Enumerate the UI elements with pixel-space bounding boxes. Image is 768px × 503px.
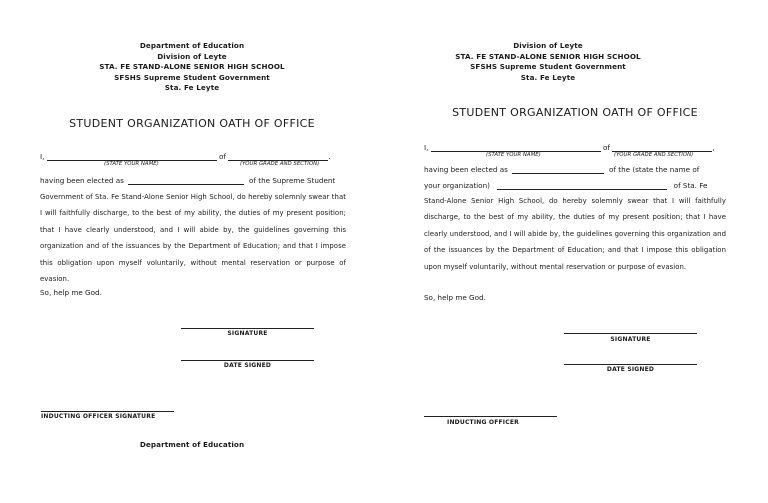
right-date-label: DATE SIGNED — [606, 366, 655, 373]
left-title: STUDENT ORGANIZATION OATH OF OFFICE — [69, 117, 315, 130]
header-line: Division of Leyte — [157, 51, 227, 61]
oath-i-label: I, — [40, 152, 45, 161]
position-blank[interactable] — [512, 173, 604, 174]
oath-end-mark: . — [328, 152, 331, 161]
org-prefix: your organization) — [424, 181, 490, 190]
right-header — [448, 41, 648, 83]
grade-hint: (YOUR GRADE AND SECTION) — [614, 152, 694, 158]
left-footer: Department of Education — [139, 440, 245, 449]
header-line: Department of Education — [139, 41, 245, 50]
left-date-label: DATE SIGNED — [223, 362, 272, 369]
left-signature-label: SIGNATURE — [227, 330, 268, 337]
right-title: STUDENT ORGANIZATION OATH OF OFFICE — [452, 106, 698, 119]
grade-hint: (YOUR GRADE AND SECTION) — [240, 161, 320, 167]
oath-of-label: of — [603, 143, 610, 152]
position-blank[interactable] — [128, 184, 244, 185]
org-suffix: of Sta. Fe — [673, 181, 708, 190]
left-signature-line[interactable] — [181, 328, 314, 329]
header-line: Sta. Fe Leyte — [520, 72, 576, 82]
elected-suffix: of the Supreme Student — [249, 176, 336, 185]
right-signature-label: SIGNATURE — [610, 336, 651, 343]
header-line: STA. FE STAND-ALONE SENIOR HIGH SCHOOL — [455, 51, 641, 61]
header-line: Division of Leyte — [513, 41, 583, 50]
right-closing: So, help me God. — [424, 293, 486, 302]
header-line: SFSHS Supreme Student Government — [470, 62, 626, 71]
left-oath-line — [40, 152, 331, 161]
left-inducting-label: INDUCTING OFFICER SIGNATURE — [41, 413, 156, 420]
left-header — [92, 41, 292, 94]
elected-prefix: having been elected as — [424, 165, 508, 174]
oath-of-label: of — [219, 152, 226, 161]
oath-end-mark: , — [712, 143, 715, 152]
elected-suffix: of the (state the name of — [609, 165, 700, 174]
header-line: SFSHS Supreme Student Government — [114, 72, 270, 82]
right-elected-line — [424, 165, 726, 174]
oath-i-label: I, — [424, 143, 429, 152]
left-date-line[interactable] — [181, 360, 314, 361]
header-line: STA. FE STAND-ALONE SENIOR HIGH SCHOOL — [99, 62, 285, 71]
right-inducting-line[interactable] — [424, 416, 557, 417]
left-elected-line — [40, 176, 346, 185]
right-signature-line[interactable] — [564, 333, 697, 334]
header-line: Sta. Fe Leyte — [164, 83, 220, 92]
organization-blank[interactable] — [497, 189, 667, 190]
right-inducting-label: INDUCTING OFFICER — [447, 419, 519, 426]
name-hint: (STATE YOUR NAME) — [486, 152, 541, 158]
elected-prefix: having been elected as — [40, 176, 124, 185]
right-oath-body: Stand-Alone Senior High School, do hereby solemnly swear that I will faithfully discharge, to the best of my ability, the duties of my present position; that I have clearly understood, and I will abide by, the guidelines governing this organization and of the issuances by the Department of Education; and that I impose this obligation upon myself voluntarily, without mental reservation or purpose of evasion. — [424, 197, 726, 271]
left-closing: So, help me God. — [40, 288, 102, 297]
right-org-line — [424, 181, 726, 190]
left-inducting-line[interactable] — [41, 411, 174, 412]
right-oath-line — [424, 143, 715, 152]
left-oath-body: Government of Sta. Fe Stand-Alone Senior High School, do hereby solemnly swear that I will faithfully discharge, to the best of my ability, the duties of my present position; that I have clearly understood, and I will abide by, the guidelines governing this organization and of the issuances by the Department of Education; and that I impose this obligation upon myself voluntarily, without mental reservation or purpose of evasion. — [40, 193, 346, 284]
name-hint: (STATE YOUR NAME) — [104, 161, 159, 167]
right-date-line[interactable] — [564, 364, 697, 365]
